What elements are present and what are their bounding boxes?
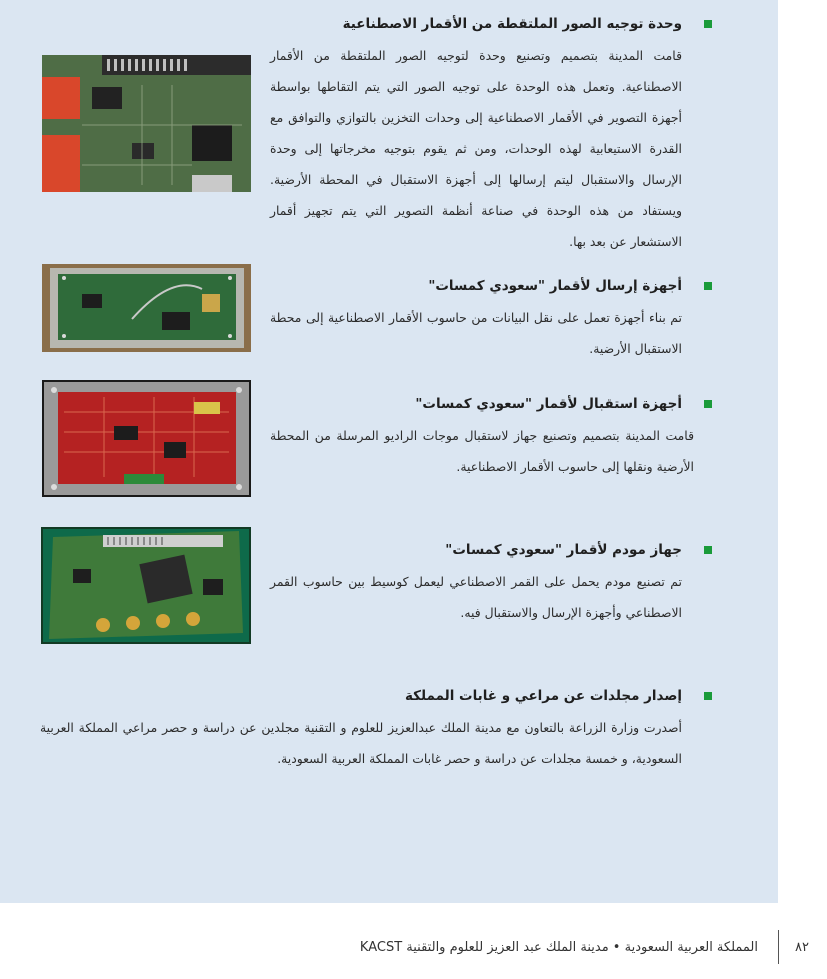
bullet-square-icon <box>704 692 712 700</box>
bullet-square-icon <box>704 20 712 28</box>
section-heading-text: جهاز مودم لأقمار "سعودي كمسات" <box>445 542 682 558</box>
section-heading-text: وحدة توجيه الصور الملتقطة من الأقمار الاصطناعية <box>342 16 682 32</box>
section-body: قامت المدينة بتصميم وتصنيع وحدة لتوجيه الصور الملتقطة من الأقمار الاصطناعية. وتعمل هذه الوحدة على توجيه الصور التي يتم التقاطها بواسطة أجهزة التصوير في الأقمار الاصطناعية إلى وحدات التخزين بالتوازي والتوافق مع القدرة الاستيعابية لهذه الوحدات، ومن ثم يقوم بتوجيه مخرجاتها إلى وحدة الإرسال والاستقبال ليتم إرسالها إلى أجهزة الاستقبال في المحطة الأرضية. ويستفاد من هذه الوحدة في صناعة أنظمة التصوير التي يتم تجهيز أقمار الاستشعار عن بعد بها. <box>270 48 682 249</box>
photo-transmitter-board <box>42 264 251 352</box>
section-body: تم تصنيع مودم يحمل على القمر الاصطناعي ليعمل كوسيط بين حاسوب القمر الاصطناعي وأجهزة الإرسال والاستقبال فيه. <box>270 574 682 620</box>
section-rangelands-volumes <box>40 684 682 774</box>
section-heading-text: إصدار مجلدات عن مراعي و غابات المملكة <box>404 688 682 704</box>
section-image-routing-unit <box>270 12 682 257</box>
page-number: ٨٢ <box>795 940 809 955</box>
section-body: أصدرت وزارة الزراعة بالتعاون مع مدينة الملك عبدالعزيز للعلوم و التقنية مجلدين عن دراسة و حصر مراعي المملكة العربية السعودية، و خمسة مجلدات عن دراسة و حصر غابات المملكة العربية السعودية. <box>40 720 682 766</box>
section-transmitters <box>270 274 682 364</box>
section-receivers <box>270 392 694 482</box>
section-heading <box>270 274 712 298</box>
section-modem <box>270 538 682 628</box>
section-heading <box>270 12 712 36</box>
footer-text: المملكة العربية السعودية • مدينة الملك عبد العزيز للعلوم والتقنية KACST <box>359 940 758 955</box>
section-heading <box>270 392 712 416</box>
bullet-square-icon <box>704 400 712 408</box>
photo-receiver-board <box>42 380 251 497</box>
section-body: قامت المدينة بتصميم وتصنيع جهاز لاستقبال موجات الراديو المرسلة من المحطة الأرضية ونقلها إلى حاسوب الأقمار الاصطناعية. <box>270 428 694 474</box>
section-heading <box>40 684 712 708</box>
footer-divider <box>778 930 779 964</box>
section-body: تم بناء أجهزة تعمل على نقل البيانات من حاسوب الأقمار الاصطناعية إلى محطة الاستقبال الأرضية. <box>270 310 682 356</box>
photo-modem-board <box>41 527 251 644</box>
bullet-square-icon <box>704 282 712 290</box>
section-heading <box>270 538 712 562</box>
bullet-square-icon <box>704 546 712 554</box>
section-heading-text: أجهزة إرسال لأقمار "سعودي كمسات" <box>428 278 682 294</box>
section-heading-text: أجهزة استقبال لأقمار "سعودي كمسات" <box>415 396 682 412</box>
photo-image-routing-board <box>42 55 251 192</box>
